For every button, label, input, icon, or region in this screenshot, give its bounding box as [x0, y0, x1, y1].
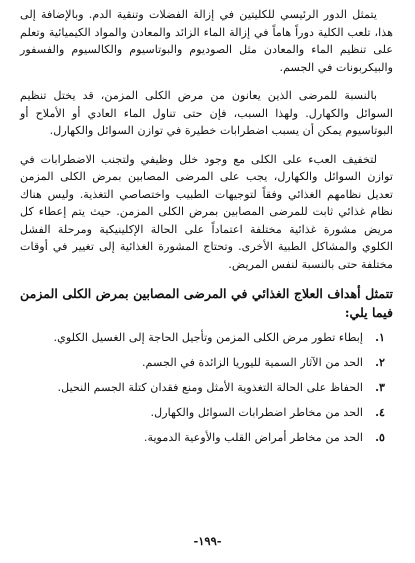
- list-item-text: إبطاء تطور مرض الكلى المزمن وتأجيل الحاجة إلى الغسيل الكلوي.: [53, 331, 363, 344]
- list-item: [20, 350, 393, 375]
- list-item: [20, 425, 393, 450]
- goals-list: [20, 325, 393, 450]
- list-item-number: ٥.: [375, 430, 385, 444]
- list-item-text: الحد من مخاطر اضطرابات السوائل والكهارل.: [150, 406, 363, 419]
- paragraph-fluid-regulation: بالنسبة للمرضى الذين يعانون من مرض الكلى المزمن، قد يختل تنظيم السوائل والكهارل. ولهذا السبب، فإن حتى تناول الماء العادي أو الأملاح أو البوتاسيوم يمكن أن يسبب اضطرابات خطيرة في توازن السوائل والكهارل.: [20, 89, 393, 137]
- list-item-number: ١.: [375, 330, 385, 344]
- paragraph-kidney-role: يتمثل الدور الرئيسي للكليتين في إزالة الفضلات وتنقية الدم. وبالإضافة إلى هذا، تلعب الكلية دوراً هاماً في إزالة الماء الزائد والمعادن والمواد الكيميائية وتعلم على تنظيم الماء والمعادن مثل الصوديوم والبوتاسيوم والكالسيوم والفسفور والبيكربونات في الجسم.: [20, 8, 393, 74]
- list-item-number: ٢.: [375, 355, 385, 369]
- list-item-text: الحد من مخاطر أمراض القلب والأوعية الدموية.: [143, 431, 363, 444]
- list-item-text: الحفاظ على الحالة التغذوية الأمثل ومنع فقدان كتلة الجسم النحيل.: [57, 381, 363, 394]
- page-number: -١٩٩-: [193, 534, 222, 548]
- list-item: [20, 400, 393, 425]
- list-item: [20, 375, 393, 400]
- list-item-text: الحد من الآثار السمية لليوريا الزائدة في الجسم.: [142, 356, 363, 369]
- section-heading: تتمثل أهداف العلاج الغذائي في المرضى المصابين بمرض الكلى المزمن فيما يلي:: [20, 286, 393, 320]
- list-item-number: ٣.: [375, 380, 385, 394]
- list-item-number: ٤.: [375, 405, 385, 419]
- list-item: [20, 325, 393, 350]
- paragraph-diet-adjustment: لتخفيف العبء على الكلى مع وجود خلل وظيفي ولتجنب الاضطرابات في توازن السوائل والكهارل، يجب على المرضى المصابين بمرض الكلى المزمن تعديل نظامهم الغذائي وفقاً لتوجيهات الطبيب واختصاصي التغذية. وليس هناك نظام غذائي ثابت للمرضى المصابين بمرض الكلى المزمن. حيث يتم إعطاء كل مريض مشورة غذائية مختلفة اعتماداً على الحالة الإكلينيكية ومرحلة الفشل الكلوي والمشاكل الطبية الأخرى. وتحتاج المشورة الغذائية إلى تغيير في أوقات مختلفة حتى بالنسبة لنفس المريض.: [20, 152, 393, 271]
